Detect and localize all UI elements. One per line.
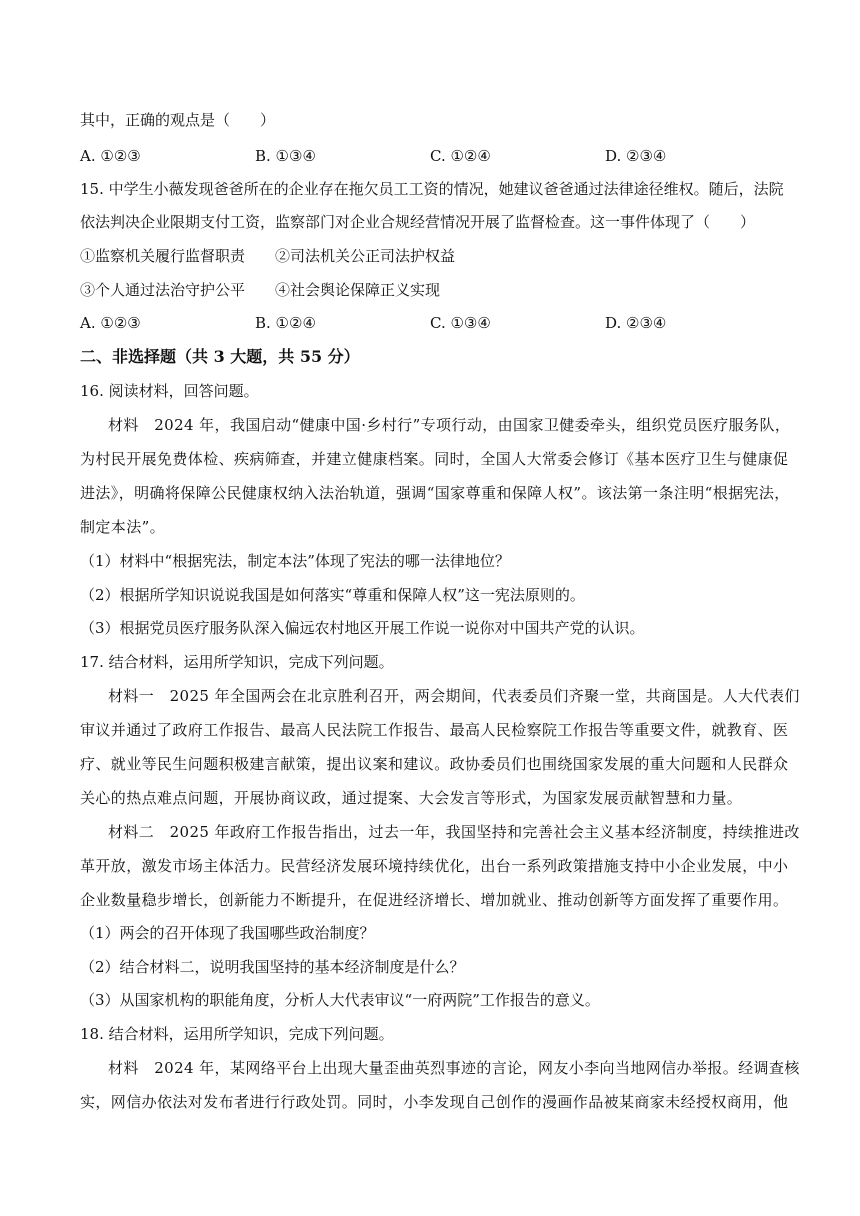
q15-option-a[interactable]: A. ①②③ <box>80 314 141 332</box>
q14-options <box>80 145 780 167</box>
q14-option-d[interactable]: D. ②③④ <box>605 147 667 165</box>
q17-material1-line: 审议并通过了政府工作报告、最高人民法院工作报告、最高人民检察院工作报告等重要文件，就教育、医 <box>80 721 789 739</box>
q17-material2-line: 材料二 2025 年政府工作报告指出，过去一年，我国坚持和完善社会主义基本经济制度，持续推进改 <box>108 823 800 841</box>
q18-material-line: 实，网信办依法对发布者进行行政处罚。同时，小李发现自己创作的漫画作品被某商家未经授权商用，他 <box>80 1093 789 1111</box>
section-heading: 二、非选择题（共 3 大题，共 55 分） <box>80 347 360 366</box>
q14-option-b[interactable]: B. ①③④ <box>255 147 316 165</box>
q15-options <box>80 312 780 334</box>
q15-items-row1 <box>80 245 456 267</box>
q15-stem-line2: 依法判决企业限期支付工资，监察部门对企业合规经营情况开展了监督检查。这一事件体现了（ ） <box>80 213 756 231</box>
q16-question-1: （1）材料中“根据宪法，制定本法”体现了宪法的哪一法律地位？ <box>80 552 510 570</box>
q17-material2-line: 革开放，激发市场主体活力。民营经济发展环境持续优化，出台一系列政策措施支持中小企业发展，中小 <box>80 857 789 875</box>
q17-stem: 17. 结合材料，运用所学知识，完成下列问题。 <box>80 653 394 671</box>
q17-material1-line: 关心的热点难点问题，开展协商议政，通过提案、大会发言等形式，为国家发展贡献智慧和力量。 <box>80 789 743 807</box>
q17-material1-line: 材料一 2025 年全国两会在北京胜利召开，两会期间，代表委员们齐聚一堂，共商国是。人大代表们 <box>108 687 800 705</box>
q15-item-2: ②司法机关公正司法护权益 <box>275 247 456 265</box>
q15-item-1: ①监察机关履行监督职责 <box>80 247 246 265</box>
q16-question-3: （3）根据党员医疗服务队深入偏远农村地区开展工作说一说你对中国共产党的认识。 <box>80 619 645 637</box>
q15-item-4: ④社会舆论保障正义实现 <box>275 281 441 299</box>
q14-tail: 其中，正确的观点是（ ） <box>80 111 276 129</box>
q16-material-line: 制定本法”。 <box>80 518 166 536</box>
q16-material-line: 材料 2024 年，我国启动“健康中国·乡村行”专项行动，由国家卫健委牵头，组织党员医疗服务队， <box>108 416 791 434</box>
q16-question-2: （2）根据所学知识说说我国是如何落实“尊重和保障人权”这一宪法原则的。 <box>80 586 585 604</box>
q15-option-d[interactable]: D. ②③④ <box>605 314 667 332</box>
q15-option-c[interactable]: C. ①③④ <box>430 314 491 332</box>
q17-question-1: （1）两会的召开体现了我国哪些政治制度？ <box>80 924 375 942</box>
q17-material1-line: 疗、就业等民生问题积极建言献策，提出议案和建议。政协委员们也围绕国家发展的重大问题和人民群众 <box>80 755 789 773</box>
q17-material2-line: 企业数量稳步增长，创新能力不断提升，在促进经济增长、增加就业、推动创新等方面发挥了重要作用。 <box>80 891 789 909</box>
q17-question-2: （2）结合材料二，说明我国坚持的基本经济制度是什么？ <box>80 958 465 976</box>
q17-question-3: （3）从国家机构的职能角度，分析人大代表审议“一府两院”工作报告的意义。 <box>80 991 600 1009</box>
q16-stem: 16. 阅读材料，回答问题。 <box>80 382 259 400</box>
q18-stem: 18. 结合材料，运用所学知识，完成下列问题。 <box>80 1025 394 1043</box>
q16-material-line: 进法》，明确将保障公民健康权纳入法治轨道，强调“国家尊重和保障人权”。该法第一条注明“根据宪法， <box>80 484 790 502</box>
q15-items-row2 <box>80 279 441 301</box>
q18-material-line: 材料 2024 年，某网络平台上出现大量歪曲英烈事迹的言论，网友小李向当地网信办举报。经调查核 <box>108 1059 800 1077</box>
q14-option-a[interactable]: A. ①②③ <box>80 147 141 165</box>
q15-option-b[interactable]: B. ①②④ <box>255 314 316 332</box>
q16-material-line: 为村民开展免费体检、疾病筛查，并建立健康档案。同时，全国人大常委会修订《基本医疗卫生与健康促 <box>80 450 789 468</box>
q14-option-c[interactable]: C. ①②④ <box>430 147 491 165</box>
q15-stem-line1: 15. 中学生小薇发现爸爸所在的企业存在拖欠员工工资的情况，她建议爸爸通过法律途径维权。随后，法院 <box>80 180 784 198</box>
q15-item-3: ③个人通过法治守护公平 <box>80 281 246 299</box>
